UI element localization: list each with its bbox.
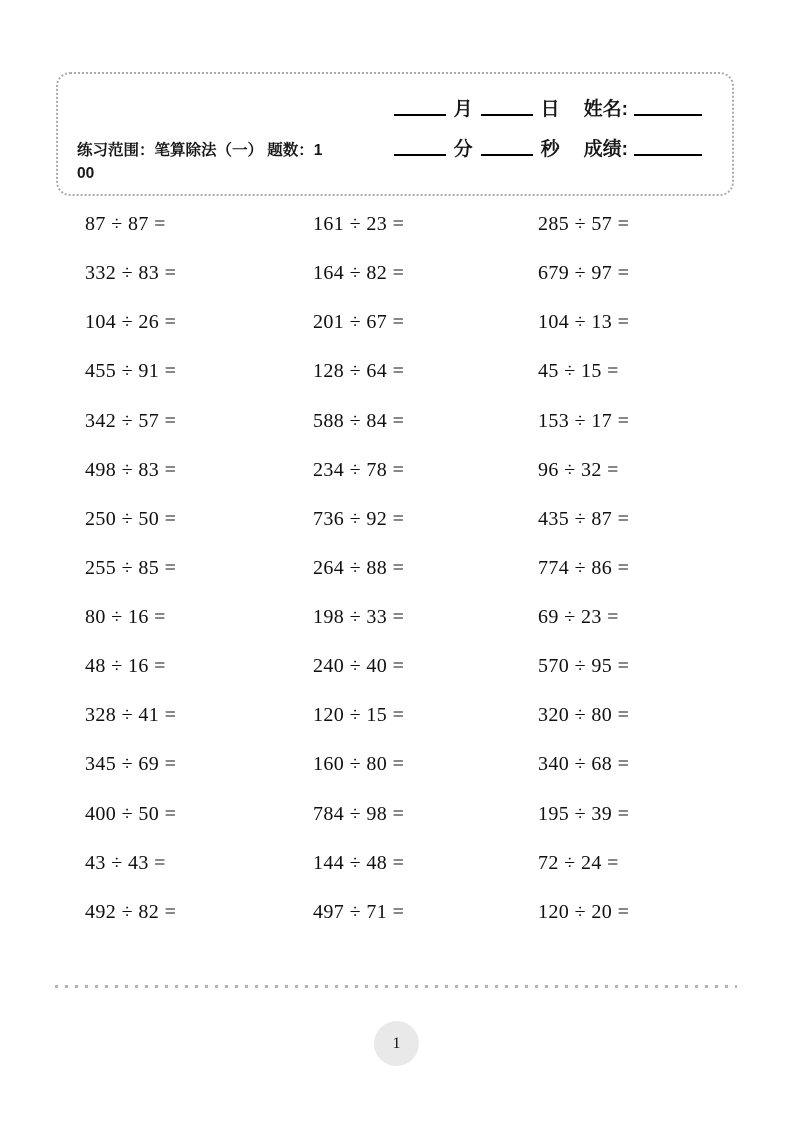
problem: 240 ÷ 40 = — [313, 655, 405, 678]
header-fields — [390, 100, 706, 159]
day-label: 日 — [540, 99, 560, 120]
name-blank-line — [634, 114, 702, 116]
problem: 234 ÷ 78 = — [313, 458, 405, 481]
second-label: 秒 — [540, 139, 560, 160]
footer-dotted-divider — [55, 985, 737, 988]
problem: 497 ÷ 71 = — [313, 900, 405, 923]
second-blank-line — [481, 154, 533, 156]
problem: 161 ÷ 23 = — [313, 213, 405, 236]
name-label: 姓名: — [583, 99, 628, 120]
problem: 45 ÷ 15 = — [538, 360, 619, 383]
header-box — [56, 72, 734, 196]
problem: 332 ÷ 83 = — [85, 262, 177, 285]
problem: 43 ÷ 43 = — [85, 851, 166, 874]
problem: 198 ÷ 33 = — [313, 606, 405, 629]
problem: 195 ÷ 39 = — [538, 802, 630, 825]
problem: 120 ÷ 20 = — [538, 900, 630, 923]
problem: 80 ÷ 16 = — [85, 606, 166, 629]
minute-label: 分 — [453, 139, 473, 160]
problem: 570 ÷ 95 = — [538, 655, 630, 678]
problem: 250 ÷ 50 = — [85, 507, 177, 530]
problem: 128 ÷ 64 = — [313, 360, 405, 383]
problems-grid — [85, 200, 745, 937]
problem: 153 ÷ 17 = — [538, 409, 630, 432]
problem: 285 ÷ 57 = — [538, 213, 630, 236]
problem: 328 ÷ 41 = — [85, 704, 177, 727]
problem: 104 ÷ 26 = — [85, 311, 177, 334]
problem: 492 ÷ 82 = — [85, 900, 177, 923]
problem: 104 ÷ 13 = — [538, 311, 630, 334]
score-label: 成绩: — [583, 139, 628, 160]
problem: 69 ÷ 23 = — [538, 606, 619, 629]
problem: 435 ÷ 87 = — [538, 507, 630, 530]
problem: 400 ÷ 50 = — [85, 802, 177, 825]
problem: 48 ÷ 16 = — [85, 655, 166, 678]
minute-blank-line — [394, 154, 446, 156]
problem: 164 ÷ 82 = — [313, 262, 405, 285]
problem: 340 ÷ 68 = — [538, 753, 630, 776]
problem: 588 ÷ 84 = — [313, 409, 405, 432]
problem: 144 ÷ 48 = — [313, 851, 405, 874]
problem: 784 ÷ 98 = — [313, 802, 405, 825]
problem: 264 ÷ 88 = — [313, 556, 405, 579]
problem: 498 ÷ 83 = — [85, 458, 177, 481]
problem: 201 ÷ 67 = — [313, 311, 405, 334]
page-number-badge — [374, 1021, 419, 1066]
month-label: 月 — [453, 99, 473, 120]
problem: 160 ÷ 80 = — [313, 753, 405, 776]
score-blank-line — [634, 154, 702, 156]
problem: 120 ÷ 15 = — [313, 704, 405, 727]
date-name-row — [390, 100, 706, 119]
problem: 345 ÷ 69 = — [85, 753, 177, 776]
problem: 255 ÷ 85 = — [85, 556, 177, 579]
problem: 72 ÷ 24 = — [538, 851, 619, 874]
month-blank-line — [394, 114, 446, 116]
day-blank-line — [481, 114, 533, 116]
time-score-row — [390, 140, 706, 159]
problem: 320 ÷ 80 = — [538, 704, 630, 727]
problem: 96 ÷ 32 = — [538, 458, 619, 481]
problem: 342 ÷ 57 = — [85, 409, 177, 432]
page-number: 1 — [392, 1034, 401, 1052]
practice-range-text: 练习范围：笔算除法（一） 题数：100 — [77, 142, 323, 182]
problem: 679 ÷ 97 = — [538, 262, 630, 285]
problem: 736 ÷ 92 = — [313, 507, 405, 530]
problem: 774 ÷ 86 = — [538, 556, 630, 579]
problem: 455 ÷ 91 = — [85, 360, 177, 383]
problem: 87 ÷ 87 = — [85, 213, 166, 236]
